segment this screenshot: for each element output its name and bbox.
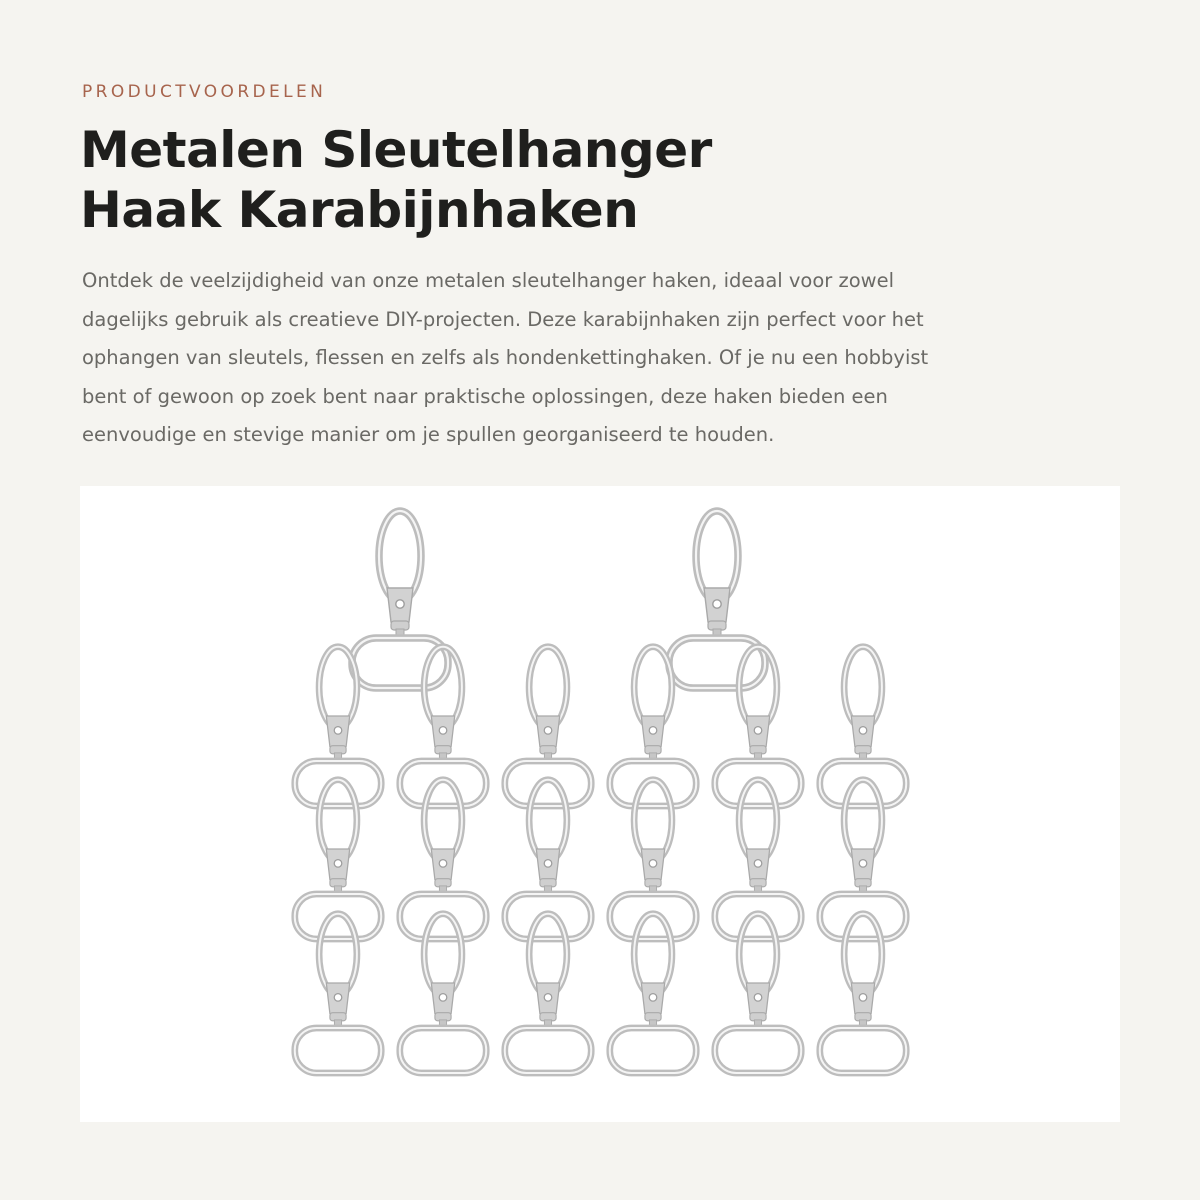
large-hook-2 [669, 511, 765, 688]
product-description [82, 262, 1122, 455]
description-line-1: Ontdek de veelzijdigheid van onze metalen sleutelhanger haken, ideaal voor zowel [82, 269, 895, 292]
description-line-4: bent of gewoon op zoek bent naar praktische oplossingen, deze haken bieden een [82, 384, 888, 408]
description-line-2: dagelijks gebruik als creatieve DIY-projecten. Deze karabijnhaken zijn perfect voor het [82, 307, 924, 331]
large-hook-1 [352, 511, 448, 688]
page-title [80, 120, 712, 240]
page-title-line-1: Metalen Sleutelhanger [80, 121, 712, 179]
description-line-5: eenvoudige en stevige manier om je spullen georganiseerd te houden. [82, 423, 775, 446]
page-title-line-2: Haak Karabijnhaken [80, 181, 639, 239]
hooks-illustration [80, 486, 1120, 1122]
description-line-3: ophangen van sleutels, flessen en zelfs als hondenkettinghaken. Of je nu een hobbyist [82, 346, 929, 369]
product-photo [80, 486, 1120, 1122]
section-eyebrow: PRODUCTVOORDELEN [82, 82, 327, 102]
